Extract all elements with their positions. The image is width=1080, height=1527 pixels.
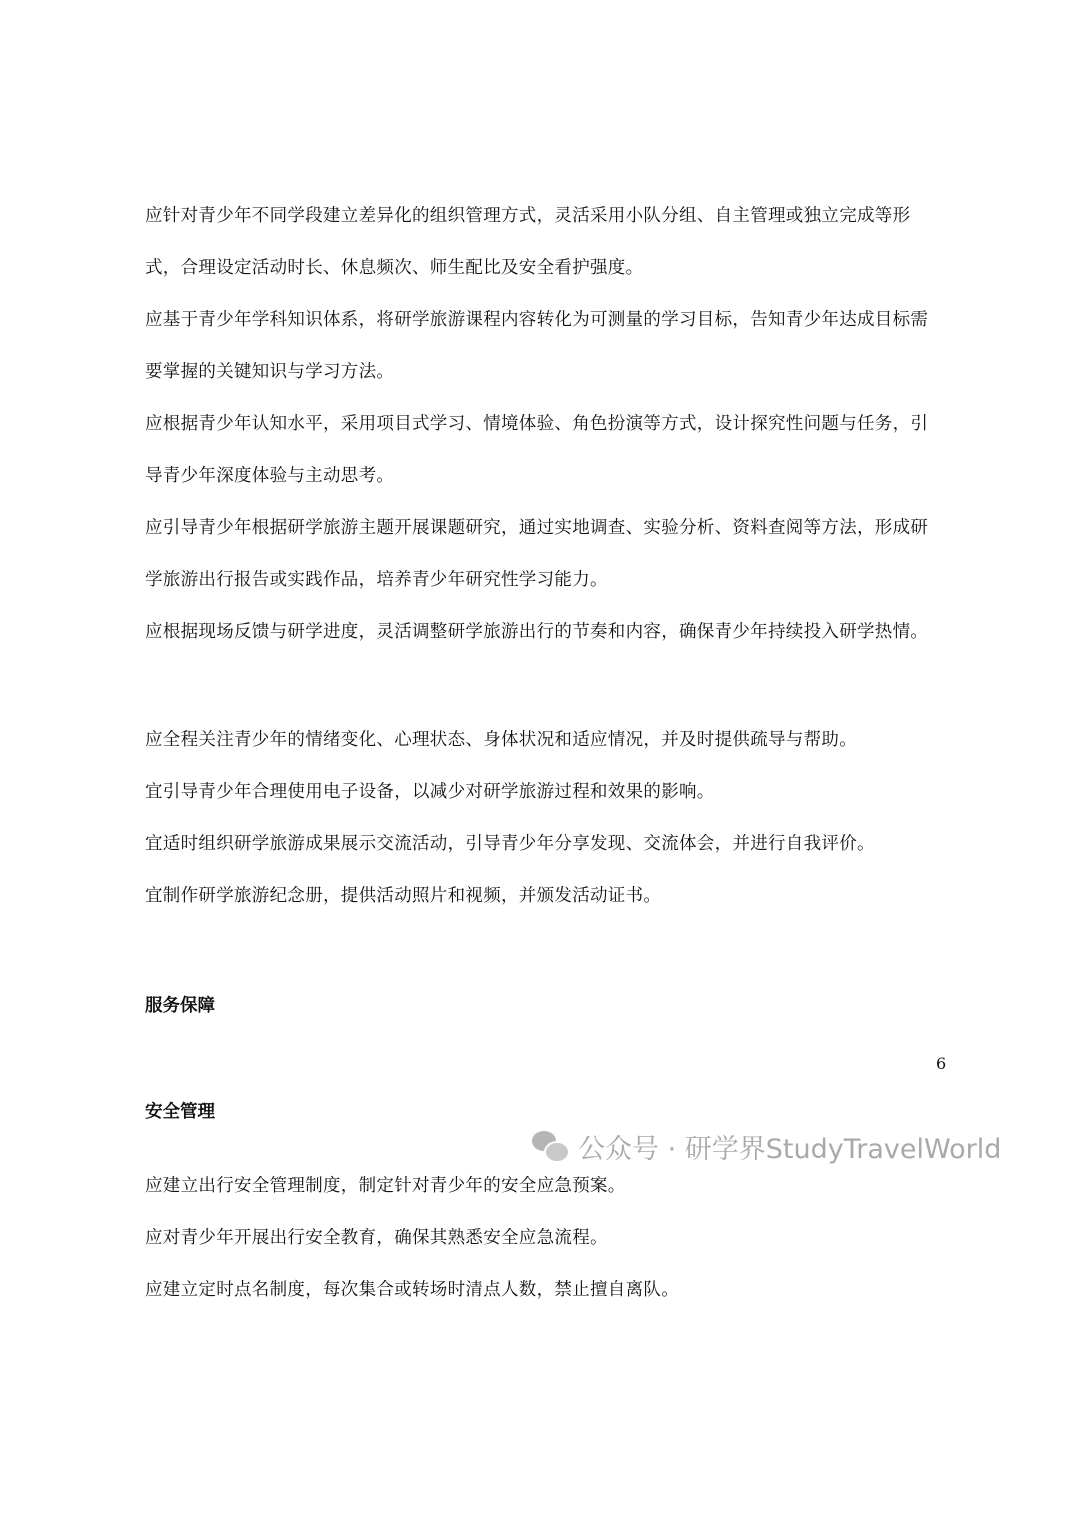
watermark-text: 公众号 · 研学界StudyTravelWorld [578, 1133, 1002, 1165]
paragraph: 应根据现场反馈与研学进度，灵活调整研学旅游出行的节奏和内容，确保青少年持续投入研学热情。 [145, 622, 929, 642]
page-number: 6 [936, 1054, 947, 1073]
paragraph: 应基于青少年学科知识体系，将研学旅游课程内容转化为可测量的学习目标，告知青少年达成目标需要掌握的关键知识与学习方法。 [145, 310, 929, 382]
paragraph: 应根据青少年认知水平，采用项目式学习、情境体验、角色扮演等方式，设计探究性问题与任务，引导青少年深度体验与主动思考。 [145, 414, 929, 486]
paragraph: 宜制作研学旅游纪念册，提供活动照片和视频，并颁发活动证书。 [145, 886, 662, 906]
wechat-icon [530, 1129, 570, 1163]
paragraph: 应引导青少年根据研学旅游主题开展课题研究，通过实地调查、实验分析、资料查阅等方法，形成研学旅游出行报告或实践作品，培养青少年研究性学习能力。 [145, 518, 929, 590]
paragraph: 宜引导青少年合理使用电子设备，以减少对研学旅游过程和效果的影响。 [145, 782, 715, 802]
paragraph: 应针对青少年不同学段建立差异化的组织管理方式，灵活采用小队分组、自主管理或独立完成等形式，合理设定活动时长、休息频次、师生配比及安全看护强度。 [145, 206, 911, 278]
section-heading: 服务保障 [145, 996, 215, 1016]
subsection-heading: 安全管理 [145, 1102, 215, 1122]
safety-paragraph: 应对青少年开展出行安全教育，确保其熟悉安全应急流程。 [145, 1228, 608, 1248]
safety-paragraph: 应建立定时点名制度，每次集合或转场时清点人数，禁止擅自离队。 [145, 1280, 679, 1300]
paragraph: 应全程关注青少年的情绪变化、心理状态、身体状况和适应情况，并及时提供疏导与帮助。 [145, 730, 857, 750]
paragraph: 宜适时组织研学旅游成果展示交流活动，引导青少年分享发现、交流体会，并进行自我评价。 [145, 834, 875, 854]
safety-paragraph: 应建立出行安全管理制度，制定针对青少年的安全应急预案。 [145, 1176, 626, 1196]
watermark-footer [530, 1126, 1060, 1166]
